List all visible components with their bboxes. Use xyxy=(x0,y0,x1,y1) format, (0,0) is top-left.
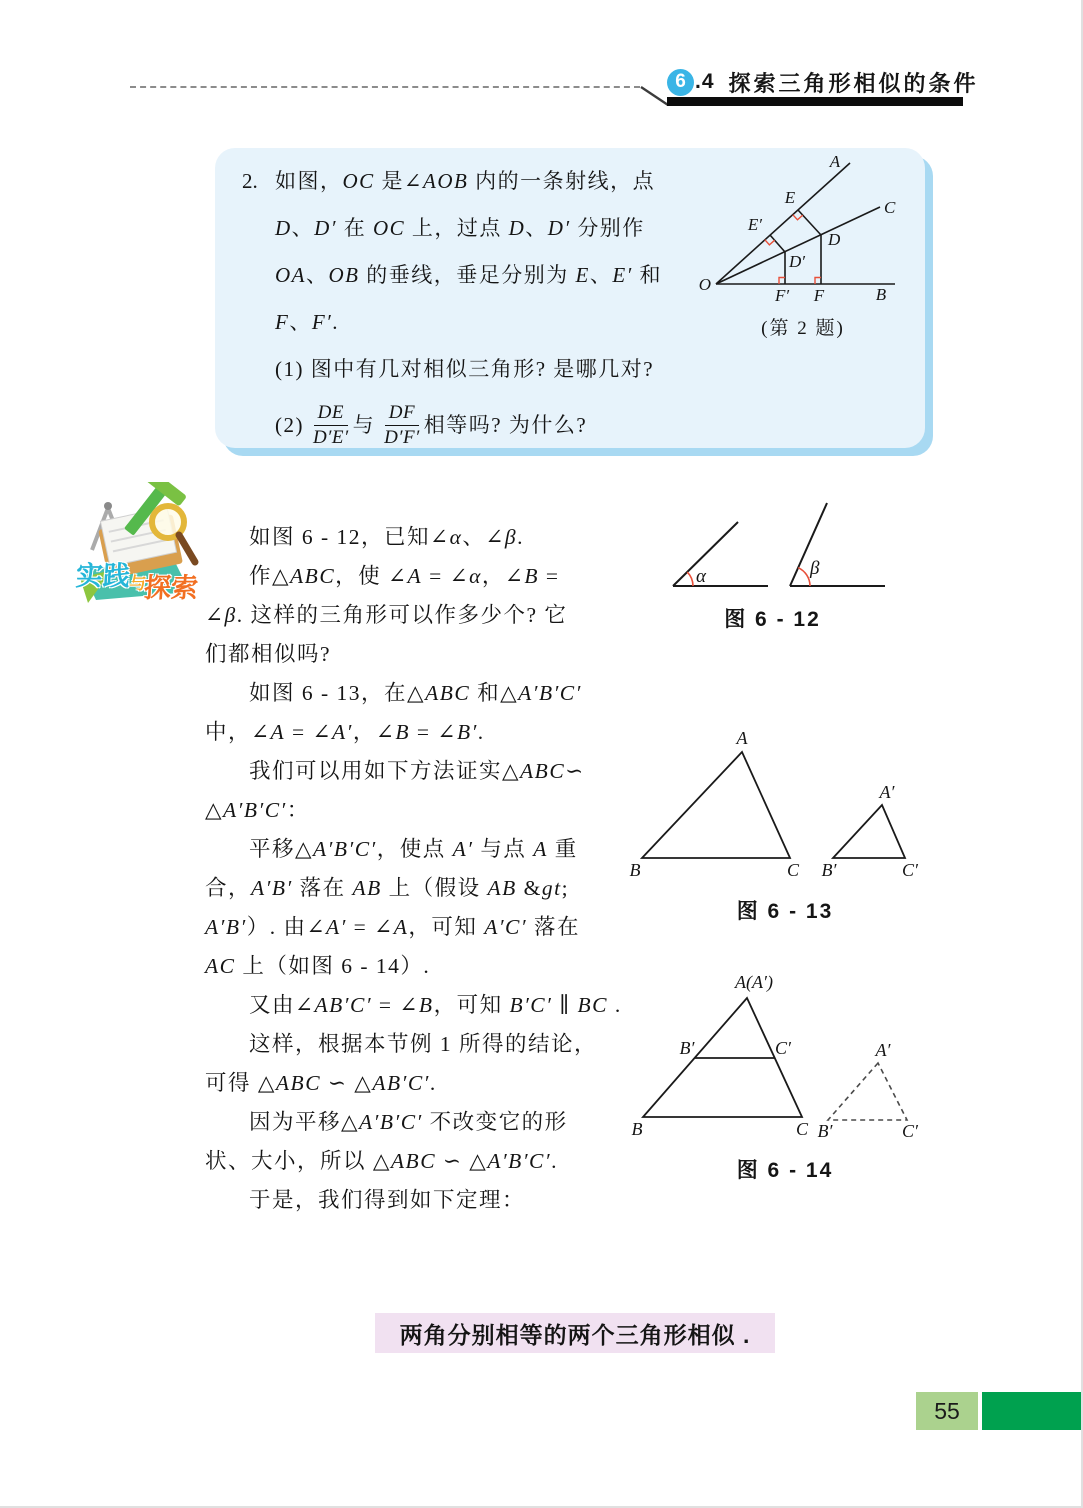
angle-beta-arc xyxy=(798,568,810,586)
paragraph-construct-abc xyxy=(205,557,675,674)
badge-word-explore: 探索 xyxy=(142,573,200,603)
right-angle-mark-F xyxy=(815,278,821,285)
text-line: 于是，我们得到如下定理： xyxy=(249,1188,526,1212)
problem-line: F、F′. xyxy=(275,310,339,334)
problem-text xyxy=(275,158,685,455)
fraction-denominator: D′E′ xyxy=(313,426,349,448)
vertex-label-Bp-dashed: B′ xyxy=(817,1121,833,1141)
figure-6-12 xyxy=(650,498,895,633)
header-rule xyxy=(667,97,963,106)
text-line: 平移△A′B′C′，使点 A′ 与点 A 重 xyxy=(249,837,578,861)
right-angle-mark-E xyxy=(793,215,803,220)
point-label-O: O xyxy=(698,275,711,294)
triangle-ABC xyxy=(642,752,790,858)
vertex-label-B: B xyxy=(631,1119,643,1139)
figure-6-13-drawing xyxy=(625,718,945,884)
vertex-label-Bp: B′ xyxy=(679,1038,695,1058)
point-label-C: C xyxy=(884,198,896,217)
question-2-prefix: (2) xyxy=(275,412,304,437)
section-number-badge: 6 xyxy=(667,69,694,96)
paragraph-theorem-intro xyxy=(205,1181,675,1220)
page-number-badge xyxy=(916,1392,978,1430)
figure-6-13 xyxy=(625,718,945,925)
figure-6-14-caption: 图 6 - 14 xyxy=(736,1159,834,1182)
text-line: 可得 △ABC ∽ △AB′C′. xyxy=(205,1071,437,1095)
practice-explore-label xyxy=(74,554,210,603)
vertex-label-C: C xyxy=(786,860,800,880)
paragraph-fig13-intro xyxy=(205,674,675,752)
vertex-label-Ap: A′ xyxy=(879,782,895,802)
problem-line: D、D′ 在 OC 上，过点 D、D′ 分别作 xyxy=(275,216,645,240)
problem-figure-caption: (第 2 题) xyxy=(761,318,845,339)
point-label-B: B xyxy=(875,285,887,304)
figure-6-14 xyxy=(620,958,950,1184)
vertex-label-Cp: C′ xyxy=(775,1038,791,1058)
point-label-A: A xyxy=(829,154,841,171)
angle-alpha-arc xyxy=(687,572,693,586)
header-diagonal-line xyxy=(640,85,670,107)
text-line: 们都相似吗? xyxy=(205,642,332,666)
paragraph-parallel xyxy=(205,986,675,1025)
text-line: 中，∠A = ∠A′，∠B = ∠B′. xyxy=(205,720,485,744)
text-line: AC 上（如图 6 - 14）. xyxy=(205,954,431,978)
vertex-label-Cp: C′ xyxy=(902,860,918,880)
text-line: ∠β. 这样的三角形可以作多少个? 它 xyxy=(205,603,568,627)
question-2-connector: 与 xyxy=(352,412,376,437)
paragraph-conclusion-2 xyxy=(205,1103,675,1181)
problem-figure-drawing xyxy=(683,154,918,306)
section-title: 探索三角形相似的条件 xyxy=(728,70,979,96)
fraction-df xyxy=(384,401,420,450)
text-line: 如图 6 - 13，在△ABC 和△A′B′C′ xyxy=(249,681,582,705)
point-label-Dp: D′ xyxy=(789,252,805,271)
problem-question-1: (1) 图中有几对相似三角形? 是哪几对? xyxy=(275,357,655,381)
question-2-suffix: 相等吗? 为什么? xyxy=(423,412,588,437)
point-label-Fp: F′ xyxy=(774,286,790,305)
vertex-label-Ap-dashed: A′ xyxy=(875,1040,891,1060)
section-number-rest: .4 xyxy=(695,70,715,93)
badge-word-and: 与 xyxy=(128,574,147,593)
badge-word-practice: 实践 xyxy=(74,561,131,591)
section-header xyxy=(667,67,979,97)
angle-beta-label: β xyxy=(810,558,820,579)
vertex-label-C: C xyxy=(795,1119,809,1139)
paragraph-translate xyxy=(205,830,675,986)
text-line: 作△ABC，使 ∠A = ∠α，∠B = xyxy=(249,564,560,588)
angle-alpha-label: α xyxy=(696,566,706,587)
practice-explore-badge xyxy=(76,482,208,606)
vertex-label-Cp-dashed: C′ xyxy=(902,1121,918,1141)
text-line: 又由∠AB′C′ = ∠B，可知 B′C′ ∥ BC . xyxy=(249,993,622,1017)
text-line: 这样，根据本节例 1 所得的结论， xyxy=(249,1032,598,1056)
figure-6-12-caption: 图 6 - 12 xyxy=(724,608,821,631)
fraction-numerator: DE xyxy=(314,401,348,426)
theorem-text: 两角分别相等的两个三角形相似 . xyxy=(399,1321,751,1348)
point-label-F: F xyxy=(813,286,825,305)
text-line: △A′B′C′： xyxy=(205,798,310,822)
problem-line: 如图，OC 是∠AOB 内的一条射线，点 xyxy=(275,169,656,193)
point-label-D: D xyxy=(828,230,841,249)
point-label-Ep: E′ xyxy=(747,215,762,234)
problem-card xyxy=(215,148,925,448)
footer-green-bar xyxy=(982,1392,1083,1430)
figure-6-12-drawing xyxy=(650,498,890,598)
fraction-numerator: DF xyxy=(385,401,419,426)
text-line: 状、大小，所以 △ABC ∽ △A′B′C′. xyxy=(205,1149,558,1173)
vertex-label-B: B xyxy=(629,860,641,880)
page-number: 55 xyxy=(934,1397,960,1424)
text-line: 如图 6 - 12，已知∠α、∠β. xyxy=(249,525,524,549)
paragraph-method xyxy=(205,752,675,830)
body-text xyxy=(205,518,675,1220)
text-line: 合，A′B′ 落在 AB 上（假设 AB &gt; xyxy=(205,876,570,900)
problem-number: 2. xyxy=(242,169,258,193)
vertex-label-A-Ap: A(A′) xyxy=(735,972,773,992)
theorem-box xyxy=(375,1313,775,1353)
right-angle-mark-Ep xyxy=(765,240,775,245)
vertex-label-Bp: B′ xyxy=(821,860,837,880)
segment-DpEp xyxy=(770,235,785,252)
header-dashed-line xyxy=(130,86,640,88)
text-line: 我们可以用如下方法证实△ABC∽ xyxy=(249,759,585,783)
figure-6-14-drawing xyxy=(620,958,950,1143)
point-label-E: E xyxy=(784,188,796,207)
angle-alpha-rays xyxy=(673,522,768,586)
fraction-denominator: D′F′ xyxy=(384,426,420,448)
ray-OA xyxy=(716,163,850,284)
segment-DE xyxy=(798,210,821,235)
problem-figure xyxy=(683,154,923,340)
vertex-label-A: A xyxy=(736,728,748,748)
problem-question-2 xyxy=(275,395,685,455)
problem-line: OA、OB 的垂线，垂足分别为 E、E′ 和 xyxy=(275,263,662,287)
paragraph-conclusion-1 xyxy=(205,1025,675,1103)
angle-beta-rays xyxy=(790,503,885,586)
fraction-de xyxy=(313,401,349,450)
triangle-ApBpCp xyxy=(833,805,905,858)
paragraph-fig12-intro xyxy=(205,518,675,557)
text-line: A′B′）. 由∠A′ = ∠A，可知 A′C′ 落在 xyxy=(205,915,580,939)
right-angle-mark-Fp xyxy=(779,278,785,285)
figure-6-13-caption: 图 6 - 13 xyxy=(736,900,834,923)
triangle-ApBpCp-dashed xyxy=(828,1063,907,1120)
text-line: 因为平移△A′B′C′ 不改变它的形 xyxy=(249,1110,568,1134)
